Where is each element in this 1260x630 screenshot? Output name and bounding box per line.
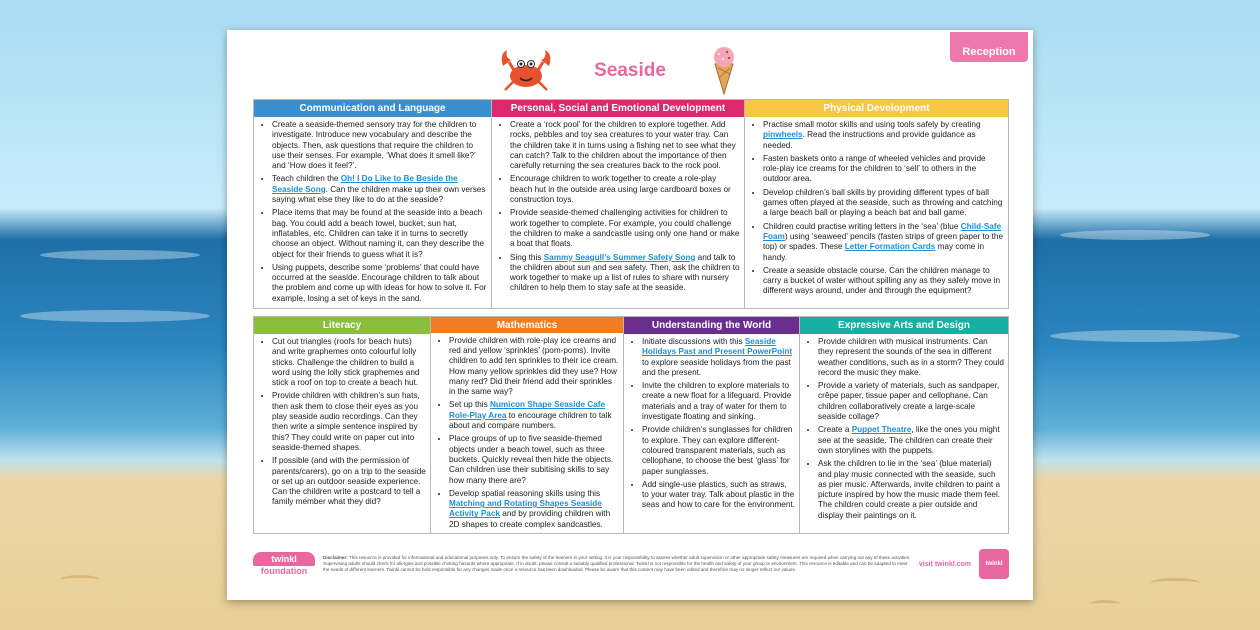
section-communication-and-language — [254, 100, 492, 308]
activity-list — [431, 333, 623, 533]
activity-item — [818, 337, 1004, 378]
bottom-grid — [253, 316, 1009, 534]
activity-item — [449, 400, 619, 431]
resource-link[interactable]: Puppet Theatre — [851, 425, 912, 435]
wave-highlight — [40, 250, 200, 260]
activity-text: Provide a variety of materials, such as sandpaper, crêpe paper, tissue paper and cellophane. Can children collaboratively create a large-scale seaside collage? — [818, 381, 1000, 422]
section-understanding-the-world — [624, 317, 800, 533]
activity-text: Create a ‘rock pool’ for the children to explore together. Add rocks, pebbles and toy sea creatures to your water tray. Can the children take it in turns using a fishing net to see what they can catch? Talk to the children about the importance of then carefully returning the sea creatures back to the rock pool. — [510, 120, 736, 171]
activity-list — [800, 334, 1008, 524]
wave-highlight — [1050, 330, 1240, 342]
section-expressive-arts-and-design — [800, 317, 1008, 533]
activity-text: Develop children’s ball skills by providing different types of ball games often played at the seaside, such as throwing and catching a large beach ball or playing a beach bat and ball game. — [763, 187, 1003, 218]
resource-link[interactable]: pinwheels — [763, 130, 803, 140]
activity-text: If possible (and with the permission of parents/carers), go on a trip to the seaside or set up an outdoor seaside experience. Can the children write a postcard to tell a family member what they did? — [272, 456, 426, 507]
wave-highlight — [20, 310, 210, 322]
section-heading: Understanding the World — [624, 317, 799, 334]
activity-text: Sing this — [510, 252, 544, 262]
activity-text: Create a seaside obstacle course. Can the children manage to carry a bucket of water without spilling any as they safely move in different ways around, under and through the equipment? — [763, 265, 1001, 296]
activity-item — [818, 425, 1004, 456]
twinkl-foundation-logo — [253, 552, 315, 576]
wave-highlight — [1060, 230, 1210, 240]
planning-sheet — [227, 30, 1033, 600]
section-heading: Physical Development — [745, 100, 1008, 117]
activity-item — [642, 381, 795, 422]
activity-text: Encourage children to work together to create a role-play beach hut in the outside area using large cardboard boxes or construction toys. — [510, 174, 731, 205]
activity-item — [510, 208, 740, 249]
activity-item — [272, 174, 487, 205]
sand-mark — [1150, 578, 1200, 588]
activity-text: Ask the children to lie in the ‘sea’ (blue material) and play music connected with the seaside, such as pier music. Afterwards, invite children to paint a picture inspired by how the music made them feel. The children could create a pier outside and display their paintings on it. — [818, 459, 1001, 520]
resource-link[interactable]: Sammy Seagull’s Summer Safety Song — [543, 252, 696, 262]
activity-text: Cut out triangles (roofs for beach huts) and write graphemes onto colourful lolly sticks. Challenge the children to build a word using the lolly stick graphemes and stick a roof on top to create a beach hut. — [272, 337, 420, 388]
activity-item — [272, 391, 426, 453]
activity-list — [254, 117, 491, 307]
activity-item — [510, 253, 740, 294]
activity-item — [510, 174, 740, 205]
activity-item — [642, 425, 795, 476]
activity-list — [745, 117, 1008, 300]
activity-item — [642, 480, 795, 511]
activity-text: Children could practise writing letters in the ‘sea’ (blue — [763, 221, 961, 231]
activity-text: Provide children with musical instruments. Can they represent the sounds of the sea in different weather conditions, such as in a storm? They could record the music they make. — [818, 337, 1004, 377]
activity-text: ) using ‘seaweed’ pencils (fasten strips of green paper to the top) or spades. These — [763, 231, 1003, 252]
ice-cream-icon — [709, 44, 739, 96]
activity-item — [449, 489, 619, 530]
logo-line2: foundation — [260, 566, 308, 576]
activity-text: Provide children with children’s sun hats, then ask them to close their eyes as you play seaside audio recordings. Can they then write a simple sentence inspired by this? They could write on paper cut into seaside-themed shapes. — [272, 391, 420, 452]
activity-text: Place groups of up to five seaside-themed objects under a beach towel, such as three buckets. Quickly reveal then hide the objects. Can children use their subitising skills to say how many there are? — [449, 434, 614, 485]
section-heading: Personal, Social and Emotional Development — [492, 100, 744, 117]
activity-item — [272, 456, 426, 507]
disclaimer-text: This resource is provided for informational and educational purposes only. To ensure the safety of the learners in your setting, it is your responsibility to assess whether adult supervision or other appropriate safety measures are required when carrying out any of these activities. Supervising adults should check for allergies and possible choking hazards where appropriate. If in doubt, please consult a suitably qualified professional. Twinkl is not responsible for the health and safety of your group or environment. This resource is editable and can be adapted to meet the needs of different learners. Twinkl cannot be held responsible for any changes made once a resource has been downloaded. Please be aware that this content may have been edited and therefore may no longer reflect our values. — [323, 555, 911, 572]
activity-item — [510, 120, 740, 171]
activity-item — [449, 336, 619, 398]
activity-text: Develop spatial reasoning skills using this — [449, 488, 601, 498]
activity-text: Fasten baskets onto a range of wheeled vehicles and provide role-play ice creams for the children to ‘sell’ to others in the outdoor area. — [763, 153, 986, 184]
activity-list — [624, 334, 799, 514]
activity-item — [818, 459, 1004, 521]
section-heading: Communication and Language — [254, 100, 491, 117]
disclaimer — [315, 555, 919, 573]
activity-text: Invite the children to explore materials to create a new float for a lifeguard. Provide materials and a tray of water for them to investigate floating and sinking. — [642, 381, 792, 422]
top-grid — [253, 99, 1009, 309]
section-physical-development — [745, 100, 1008, 308]
activity-item — [272, 337, 426, 388]
section-mathematics — [431, 317, 624, 533]
activity-text: Practise small motor skills and using tools safely by creating — [763, 120, 981, 129]
section-heading: Literacy — [254, 317, 430, 334]
activity-text: Add single-use plastics, such as straws, to your water tray. Talk about plastic in the seas and how to care for the environment. — [642, 479, 795, 510]
resource-link[interactable]: Oh! I Do Like to Be Beside the Seaside Song — [272, 174, 458, 194]
resource-link[interactable]: Matching and Rotating Shapes Seaside Activity Pack — [449, 499, 602, 519]
activity-text: Provide seaside-themed challenging activities for children to work together to complete. For example, you could challenge the children to make a sandcastle using only one hand or make a boat that floats. — [510, 208, 740, 249]
activity-item — [763, 266, 1004, 297]
resource-link[interactable]: Seaside Holidays Past and Present PowerPoint — [642, 337, 793, 357]
activity-text: Create a seaside-themed sensory tray for the children to investigate. Introduce new vocabulary and describe the objects. Then, ask questions that require the children to use their senses. For example, ‘What does it smell like?’ and ‘How does it feel?’. — [272, 120, 477, 171]
activity-text: . Read the instructions and provide guidance as needed. — [763, 130, 976, 150]
activity-list — [492, 117, 744, 297]
activity-item — [272, 263, 487, 304]
activity-list — [254, 334, 430, 511]
activity-text: may come in handy. — [763, 242, 984, 262]
section-personal-social-and-emotional-development — [492, 100, 745, 308]
sand-mark — [1090, 600, 1120, 608]
activity-text: and by providing children with 2D shapes to create complex sandcastles. — [449, 509, 611, 529]
activity-item — [763, 222, 1004, 263]
page-title: Seaside — [594, 60, 666, 81]
footer — [253, 542, 1009, 586]
activity-item — [449, 434, 619, 485]
activity-text: Provide children’s sunglasses for children to explore. They can explore different-coloured transparent materials, such as cellophane, to choose the best ‘glass’ for paper sunglasses. — [642, 425, 793, 476]
reception-badge: Reception — [950, 32, 1028, 62]
activity-text: Initiate discussions with this — [642, 337, 745, 346]
activity-text: Place items that may be found at the seaside into a beach bag. You could add a beach towel, bucket, sun hat, inflatables, etc. Children can take it in turns to secretly choose an object. Without naming it, can they describe the object for their friends to guess what it is? — [272, 208, 485, 259]
activity-text: Create a — [818, 425, 852, 435]
activity-text: , like the ones you might see at the seaside. The children can create their own storylines with the puppets. — [818, 425, 1000, 455]
logo-line1: twinkl — [253, 552, 315, 566]
activity-item — [272, 208, 487, 259]
visit-link[interactable]: visit twinkl.com — [918, 560, 971, 568]
activity-text: Using puppets, describe some ‘problems’ that could have occurred at the seaside. Encourage children to talk about the problem and come up with ideas for how to solve it. For example, losing a set of keys in the sand. — [272, 262, 487, 303]
activity-text: . Can the children make up their own verses saying what else they like to do at the seaside? — [272, 184, 486, 205]
sand-mark — [60, 575, 100, 585]
activity-text: to explore seaside holidays from the past and the present. — [642, 357, 791, 377]
activity-text: Provide children with role-play ice creams and red and yellow ‘sprinkles’ (pom-poms). Invite children to add ten sprinkles to their ice cream. How many yellow sprinkles did they use? How many red? Did their friend add their sprinkles in the same way? — [449, 335, 619, 397]
resource-link[interactable]: Numicon Shape Seaside Cafe Role-Play Area — [449, 400, 606, 420]
quality-badge: twinkl — [979, 549, 1009, 579]
activity-item — [272, 120, 487, 171]
resource-link[interactable]: Letter Formation Cards — [844, 242, 936, 252]
activity-text: to encourage children to talk about and compare numbers. — [449, 410, 612, 431]
activity-text: and talk to the children about sun and sea safety. Then, ask the children to work together to make up a list of rules to share with nursery children to help them to stay safe at the seaside. — [510, 252, 740, 293]
section-heading: Mathematics — [431, 317, 623, 333]
resource-link[interactable]: Child-Safe Foam — [763, 221, 1002, 241]
disclaimer-label: Disclaimer: — [323, 555, 348, 560]
activity-item — [763, 120, 1004, 151]
activity-text: Set up this — [449, 400, 490, 410]
activity-item — [763, 188, 1004, 219]
activity-item — [818, 381, 1004, 422]
activity-text: Teach children the — [272, 174, 341, 184]
section-literacy — [254, 317, 431, 533]
activity-item — [642, 337, 795, 378]
section-heading: Expressive Arts and Design — [800, 317, 1008, 334]
activity-item — [763, 154, 1004, 185]
